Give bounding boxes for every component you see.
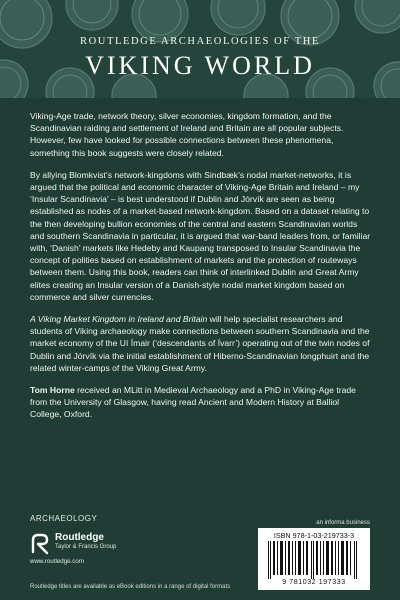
blurb-paragraph-1: Viking-Age trade, network theory, silver economies, kingdom formation, and the Scandinavian raiding and settlement of Ireland and Britain are all popular subjects. However, few have looked for possible connections between these phenomena, something this book suggests were closely related. <box>30 111 344 158</box>
book-title-reference: A Viking Market Kingdom in Ireland and Britain <box>30 314 208 325</box>
publisher-logo <box>30 532 150 568</box>
book-title: VIKING WORLD <box>85 51 315 80</box>
barcode-digits: 9 781032 197333 <box>282 579 346 586</box>
blurb-paragraph-2: By allying Blomkvist’s network-kingdoms with Sindbæk’s nodal market-networks, it is argued that the political and economic character of Viking-Age Britain and Ireland – my ‘Insular Scandinavia’ – is best understood if Dublin and Jórvík are seen as being established as nodes of a market-based network-kingdom. Based on a dataset relating to the then developing bullion economies of the central and eastern Scandinavian worlds and southern Scandinavia in particular, it is argued that war-band leaders from, or familiar with, ‘Danish’ markets like Hedeby and Kaupang transposed to Insular Scandinavia the concept of polities based on establishment of markets and the protection of routeways between them. Using this book, readers can think of interlinked Dublin and Great Army elites creating an Insular version of a Danish-style nodal market kingdom based on commerce and silver currencies. <box>30 169 371 302</box>
informa-note: an informa business <box>316 520 370 526</box>
isbn-barcode <box>258 528 370 590</box>
blurb <box>30 110 372 431</box>
barcode-icon <box>266 541 362 579</box>
blurb-paragraph-3 <box>30 313 372 374</box>
blurb-paragraph-3-text: will help specialist researchers and students of Viking archaeology make connections between southern Scandinavia and the market economy of the Uí Ímair (‘descendants of Ívarr’) operating out of the twin nodes of Dublin and Jórvík via the initial establishment of Hiberno-Scandinavian longphuirt and the related winter-camps of the Viking Great Army. <box>30 314 370 373</box>
subject-category: ARCHAEOLOGY <box>30 514 98 523</box>
series-title: ROUTLEDGE ARCHAEOLOGIES OF THE <box>79 36 320 47</box>
isbn-text: ISBN 978-1-03-219733-3 <box>273 531 355 540</box>
coin-banner <box>0 0 400 98</box>
silver-coins-image <box>0 0 400 98</box>
author-bio <box>30 384 372 421</box>
routledge-logo-icon <box>30 532 52 556</box>
publisher-name: Routledge <box>55 532 104 543</box>
author-bio-text: received an MLitt in Medieval Archaeology and a PhD in Viking-Age trade from the University of Glasgow, having read Ancient and Modern History at Balliol College, Oxford. <box>30 385 356 420</box>
author-name: Tom Horne <box>30 385 75 396</box>
publisher-group: Taylor & Francis Group <box>55 544 117 550</box>
ebook-note: Routledge titles are available as eBook editions in a range of digital formats <box>30 584 231 590</box>
publisher-url[interactable]: www.routledge.com <box>30 558 84 565</box>
